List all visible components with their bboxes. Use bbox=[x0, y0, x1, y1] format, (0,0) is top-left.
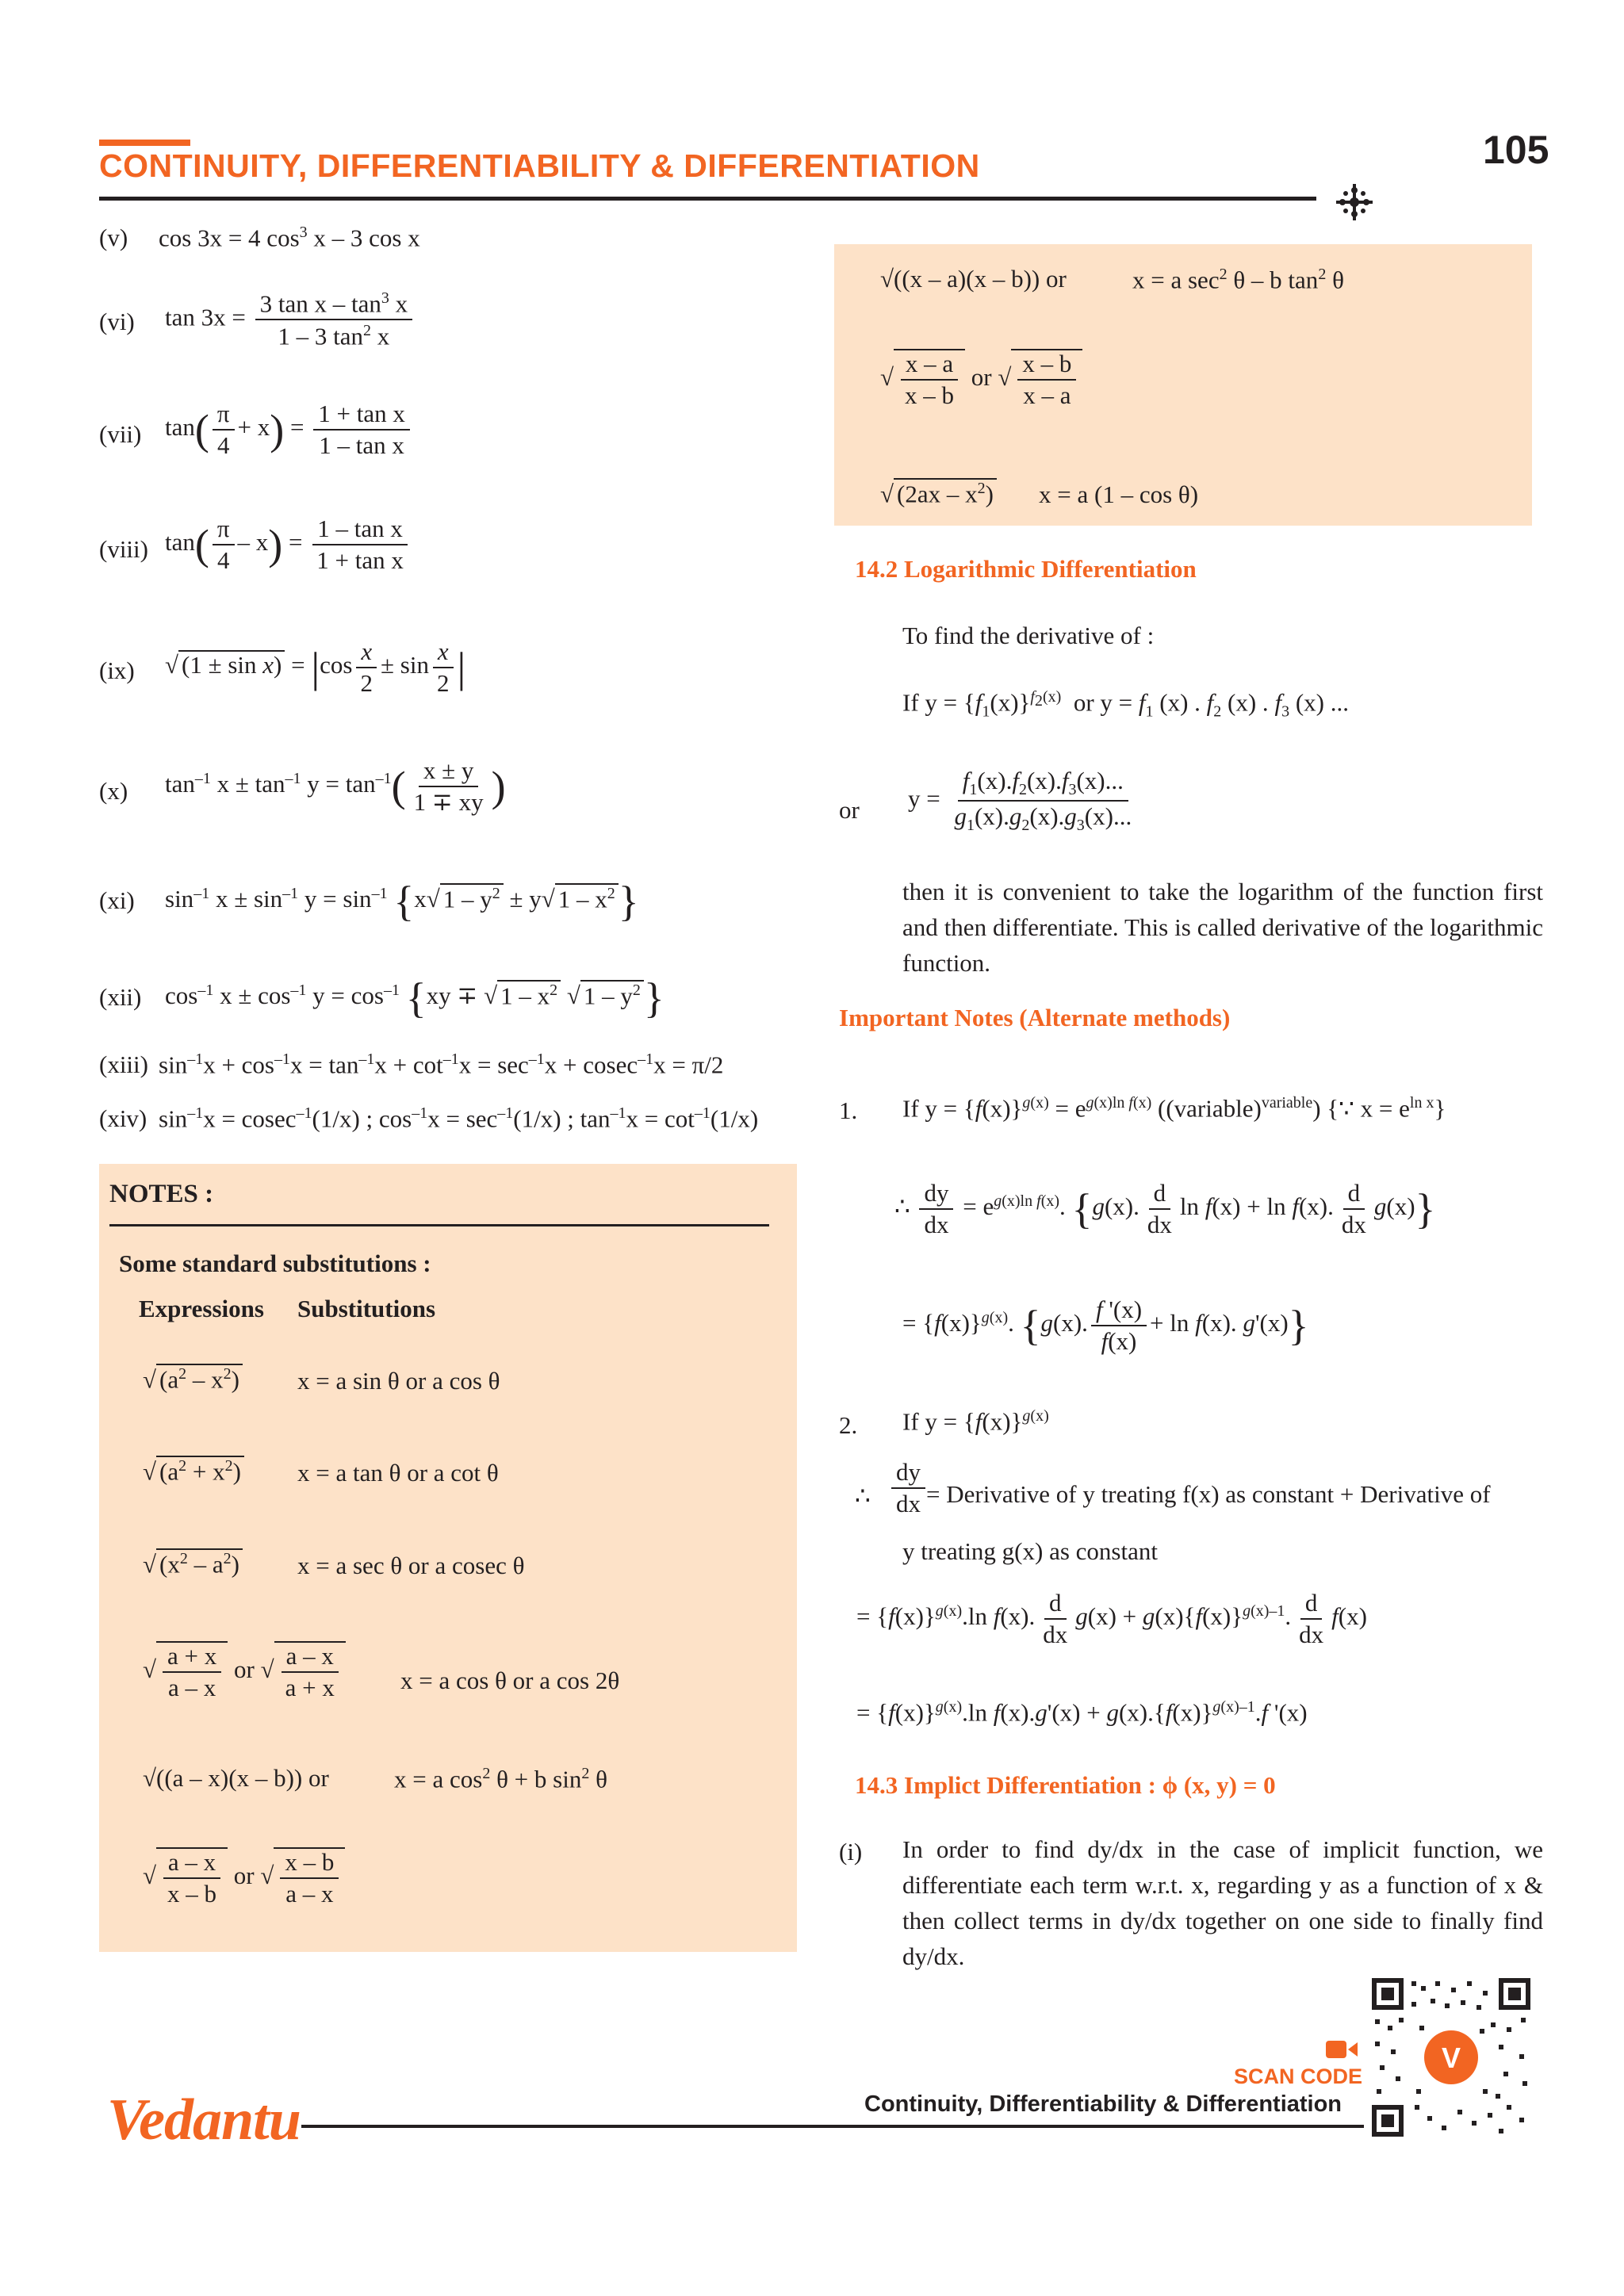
col-expressions: Expressions bbox=[139, 1295, 264, 1322]
item-vi-label: (vi) bbox=[99, 308, 135, 335]
section-14-3-heading: 14.3 Implict Differentiation : ϕ (x, y) = 0 bbox=[855, 1771, 1276, 1799]
vii-numerator: 1 + tan x bbox=[313, 400, 410, 430]
note-1-result: = $\{f(x)\}^{g(x)}$. {g(x). $\frac{f '(x)}{f(x)}$ + ln f(x). g'(x)} bbox=[902, 1295, 1309, 1356]
note-2-therefore: ∴ bbox=[855, 1482, 871, 1510]
note-1-derivative: ∴ $\frac{dy}{dx}$ = $e^{g(x)ln f(x)}$. {g(x). $\frac{d}{dx}$ ln f(x) + ln f(x). $\frac{d}{dx}$ g(x)} bbox=[894, 1179, 1436, 1239]
vii-denominator: 1 – tan x bbox=[319, 431, 404, 460]
footer-chapter-text: Continuity, Differentiability & Differentiation bbox=[864, 2091, 1342, 2117]
pi-symbol: π bbox=[213, 400, 235, 430]
y-quotient: y = $\frac{f_1(x).f_2(x).f_3(x)...}{g_1(x).g_2(x).g_3(x)...}$ bbox=[908, 767, 1132, 835]
tan3x-lhs: tan 3x = bbox=[165, 303, 246, 331]
qr-center-letter: V bbox=[1441, 2042, 1461, 2074]
note-2-formula: If $y = \{f(x)\}^{g(x)}$ bbox=[902, 1407, 1049, 1436]
tan-label: tan bbox=[165, 528, 195, 557]
sub-sec2-tan2: x = a $\sec^2 \theta$ – b $\tan^2 \theta$ bbox=[1132, 266, 1344, 294]
if-y-product: If $y = \{f_1(x)\}^{f_2(x)}$ or $y = f_1$ (x) . $f_2$ (x) . $f_3$ (x) ... bbox=[902, 688, 1349, 721]
four: 4 bbox=[216, 431, 230, 460]
viii-numerator: 1 – tan x bbox=[312, 515, 408, 545]
log-diff-paragraph: then it is convenient to take the logarithm of the function first and then differentiate. This is called derivative of the logarithmic function. bbox=[902, 878, 1543, 977]
expr-sqrt-x-a-x-b: √((x – a)(x – b)) or bbox=[880, 265, 1067, 293]
vedantu-logo: Vedantu bbox=[107, 2087, 301, 2152]
item-i-label: (i) bbox=[839, 1838, 863, 1866]
note-2-label: 2. bbox=[839, 1411, 858, 1439]
sub-tan: x = a tan θ or a cot θ bbox=[297, 1459, 499, 1487]
expr-sqrt-ratio-a-x-b: √ $\frac{a - x}{x - b}$ or √ $\frac{x - b}{a - x}$ bbox=[143, 1847, 345, 1908]
formula-inverse-reciprocal: $\sin^{-1}x = cosec^{-1}(1/x)$ ; $\cos^{-1}x = \sec^{-1}(1/x)$ ; $\tan^{-1}x = \cot^{-1}(1/x)$ bbox=[159, 1104, 759, 1133]
plus-x: + x bbox=[237, 413, 270, 442]
expr-sqrt-x2-minus-a2: √ $(x^2 - a^2)$ bbox=[143, 1548, 243, 1578]
expr-sqrt-a2-minus-x2: √ $(a^2 - x^2)$ bbox=[143, 1364, 243, 1393]
pi-symbol: π bbox=[213, 515, 235, 545]
footer-rule bbox=[301, 2125, 1364, 2128]
notes-title: NOTES : bbox=[109, 1180, 214, 1208]
or-label: or bbox=[839, 796, 860, 824]
video-camera-icon bbox=[1326, 2038, 1358, 2061]
y-equals: y = bbox=[908, 784, 940, 813]
formula-sin-inverse-sum: $\sin^{-1} x \pm \sin^{-1} y = \sin^{-1} \{x√$ $1 - y^2 \pm y√$ $1 - x^2$} bbox=[165, 878, 639, 925]
important-notes-heading: Important Notes (Alternate methods) bbox=[839, 1004, 1231, 1031]
item-x-label: (x) bbox=[99, 777, 128, 805]
chapter-title: CONTINUITY, DIFFERENTIABILITY & DIFFERENTIATION bbox=[99, 147, 980, 184]
scan-code-label: SCAN CODE bbox=[1234, 2064, 1363, 2088]
formula-tan3x bbox=[165, 289, 416, 350]
ornament-icon bbox=[1336, 184, 1373, 220]
notes-rule bbox=[109, 1224, 769, 1226]
note-2-text: = Derivative of y treating f(x) as constant + Derivative of bbox=[926, 1480, 1491, 1508]
col-substitutions: Substitutions bbox=[297, 1295, 436, 1322]
note-2-expansion-1: = $\{f(x)\}^{g(x)}.\ln$ f(x). $\frac{d}{dx}$ $g(x) + g(x)\{f(x)\}^{g(x)-1}$. $\frac{d}{dx}$ f(x) bbox=[856, 1589, 1367, 1649]
note-2-text2: y treating g(x) as constant bbox=[902, 1537, 1158, 1565]
sub-sec: x = a sec θ or a cosec θ bbox=[297, 1552, 525, 1579]
item-xiii-label: (xiii) bbox=[99, 1050, 148, 1078]
sub-sin: x = a sin θ or a cos θ bbox=[297, 1367, 500, 1395]
expr-sqrt-ratio-a-x: √ $\frac{a + x}{a - x}$ or √ $\frac{a - x}{a + x}$ bbox=[143, 1641, 346, 1701]
expr-sqrt-a-x-x-b: √((a – x)(x – b)) or bbox=[143, 1764, 329, 1792]
sub-cos2-sin2: x = a $\cos^2 \theta + b$ $\sin^2 \theta$ bbox=[394, 1765, 607, 1793]
header-accent-bar bbox=[99, 140, 190, 146]
expr-sqrt-a2-plus-x2: √ $(a^2 + x^2)$ bbox=[143, 1456, 244, 1485]
formula-sqrt-1-sinx: √ (1 ± sin x) = |cos $\frac{x}{2}$ ± sin $\frac{x}{2}$ | bbox=[165, 637, 466, 698]
formula-tan-pi4-plus: tan( $\frac{\pi}{4}$ + x) = $\frac{\text{1 + tan x}}{\text{1 – tan x}}$ bbox=[165, 400, 413, 459]
formula-tan-pi4-minus: tan( $\frac{\pi}{4}$ – x) = $\frac{\text{1 – tan x}}{\text{1 + tan x}}$ bbox=[165, 515, 412, 574]
minus-x: – x bbox=[237, 528, 269, 557]
formula-cos3x: cos 3x = 4 $\cos^3 x - 3$ cos x bbox=[159, 224, 420, 252]
formula-tan-inverse-sum: $\tan^{-1} x \pm \tan^{-1} y = \tan^{-1}$( $\frac{x \pm y}{1 \mp xy}$ ) bbox=[165, 756, 506, 817]
notes-subtitle: Some standard substitutions : bbox=[119, 1249, 431, 1277]
viii-denominator: 1 + tan x bbox=[316, 546, 404, 575]
item-xii-label: (xii) bbox=[99, 983, 142, 1011]
note-1-formula: If $y = \{f(x)\}^{g(x)} = e^{g(x)ln f(x)}$ ((variable)$^{variable}$) {∵ $x = e^{ln x}$} bbox=[902, 1094, 1446, 1123]
item-v-label: (v) bbox=[99, 224, 128, 251]
note-2-dydx bbox=[888, 1459, 929, 1517]
to-find-text: To find the derivative of : bbox=[902, 622, 1155, 649]
item-vii-label: (vii) bbox=[99, 420, 142, 448]
header-rule bbox=[99, 197, 1316, 201]
four: 4 bbox=[216, 546, 230, 575]
item-ix-label: (ix) bbox=[99, 656, 135, 684]
dy: dy bbox=[891, 1459, 925, 1489]
tan3x-fraction: $\frac{3 \tan x - \tan^3 x}{1 - 3 \tan^2 x}$ bbox=[255, 289, 413, 350]
qr-code-icon[interactable] bbox=[1372, 1978, 1530, 2137]
item-xi-label: (xi) bbox=[99, 886, 135, 914]
page-number: 105 bbox=[1483, 128, 1549, 172]
item-xiv-label: (xiv) bbox=[99, 1104, 147, 1132]
implicit-paragraph: In order to find dy/dx in the case of implicit function, we differentiate each term w.r.t. x, regarding y as a function of x & then collect terms in dy/dx together on one side to finally find dy/dx. bbox=[902, 1835, 1543, 1970]
sub-1-cos: x = a (1 – cos θ) bbox=[1039, 480, 1199, 508]
formula-inverse-identity: $\sin^{-1}x + \cos^{-1}x = \tan^{-1}x + \cot^{-1}x = \sec^{-1}x + cosec^{-1}x = \pi/2$ bbox=[159, 1050, 724, 1079]
item-viii-label: (viii) bbox=[99, 535, 148, 563]
x-numerator: x ± y bbox=[419, 757, 479, 787]
tan-label: tan bbox=[165, 413, 195, 442]
x-denominator: 1 ∓ xy bbox=[413, 788, 484, 817]
sub-cos2theta: x = a cos θ or a cos 2θ bbox=[400, 1667, 620, 1694]
expr-sqrt-ratio-x-a: √ $\frac{x - a}{x - b}$ or √ $\frac{x - b}{x - a}$ bbox=[880, 349, 1082, 409]
note-2-expansion-2: = $\{f(x)\}^{g(x)}.\ln$ $f(x).g'(x) + g(x).\{f(x)\}^{g(x)-1}.f$ '(x) bbox=[856, 1698, 1308, 1727]
expr-sqrt-2ax-x2: √ $(2ax - x^2)$ bbox=[880, 478, 997, 507]
dx: dx bbox=[896, 1490, 921, 1518]
formula-cos-inverse-sum: $\cos^{-1} x \pm \cos^{-1} y = \cos^{-1} \{xy$ ∓ √ $1 - x^2$ √ $1 - y^2$} bbox=[165, 974, 665, 1022]
note-1-label: 1. bbox=[839, 1096, 858, 1124]
section-14-2-heading: 14.2 Logarithmic Differentiation bbox=[855, 555, 1197, 583]
